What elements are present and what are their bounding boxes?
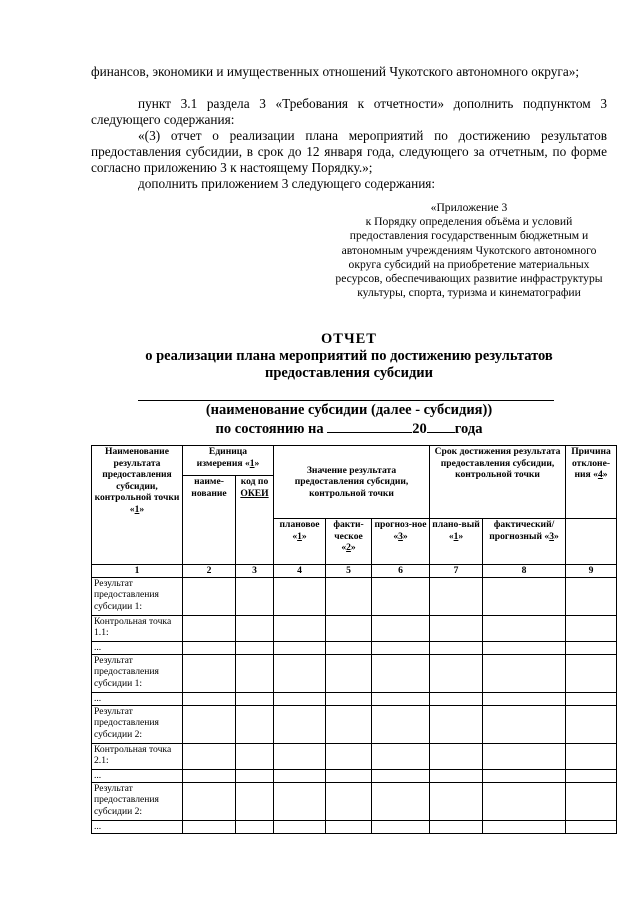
table-cell (183, 615, 236, 641)
table-cell (430, 743, 483, 769)
header-term-fact: фактический/ прогнозный «3» (483, 519, 566, 565)
header-unit-name: наиме-нование (183, 476, 236, 565)
table-cell (566, 577, 617, 615)
table-cell (183, 743, 236, 769)
table-cell (372, 705, 430, 743)
column-number: 3 (236, 565, 274, 578)
table-cell (483, 705, 566, 743)
table-cell (274, 705, 326, 743)
table-cell (236, 820, 274, 833)
table-cell (326, 654, 372, 692)
report-table (91, 445, 617, 834)
column-number: 8 (483, 565, 566, 578)
row-label: Результат предоставления субсидии 1: (92, 577, 183, 615)
table-cell (566, 769, 617, 782)
table-cell (566, 705, 617, 743)
table-cell (566, 692, 617, 705)
table-cell (326, 705, 372, 743)
table-cell (483, 743, 566, 769)
table-cell (566, 820, 617, 833)
table-cell (566, 615, 617, 641)
table-cell (326, 820, 372, 833)
report-date-line (91, 419, 607, 438)
table-cell (372, 577, 430, 615)
table-row (92, 743, 617, 769)
table-cell (372, 641, 430, 654)
paragraph-4: дополнить приложением 3 следующего содержания: (138, 176, 436, 191)
table-cell (326, 692, 372, 705)
table-cell (236, 743, 274, 769)
table-cell (372, 769, 430, 782)
report-title: ОТЧЕТ (321, 331, 377, 347)
table-row (92, 782, 617, 820)
table-cell (483, 641, 566, 654)
table-cell (483, 577, 566, 615)
date-year: 20 (412, 421, 427, 437)
row-label: ... (92, 820, 183, 833)
table-cell (430, 641, 483, 654)
header-reason: Причина отклоне-ния «4» (566, 446, 617, 519)
row-label: ... (92, 769, 183, 782)
row-label: Результат предоставления субсидии 2: (92, 782, 183, 820)
date-prefix: по состоянию на (215, 421, 324, 437)
paragraph-1: финансов, экономики и имущественных отношений Чукотского автономного округа»; (91, 64, 580, 79)
table-cell (372, 743, 430, 769)
table-cell (372, 615, 430, 641)
table-cell (372, 692, 430, 705)
table-cell (372, 820, 430, 833)
table-cell (236, 705, 274, 743)
table-cell (274, 769, 326, 782)
table-cell (183, 820, 236, 833)
row-label: Результат предоставления субсидии 1: (92, 654, 183, 692)
header-term-plan: плано-вый «1» (430, 519, 483, 565)
table-row (92, 654, 617, 692)
table-cell (430, 782, 483, 820)
table-cell (566, 654, 617, 692)
table-cell (430, 705, 483, 743)
paragraph-3: «(3) отчет о реализации плана мероприятий по достижению результатов предоставления субсидии, в срок до 12 января года, следующего за отчетным, по форме согласно приложению 3 к настоящему Порядку.»; (91, 128, 607, 175)
table-cell (236, 615, 274, 641)
table-cell (326, 743, 372, 769)
table-body (92, 577, 617, 833)
header-unit: Единица измерения «1» (183, 446, 274, 476)
table-cell (483, 654, 566, 692)
table-cell (326, 577, 372, 615)
column-number: 7 (430, 565, 483, 578)
table-cell (483, 615, 566, 641)
row-label: ... (92, 641, 183, 654)
table-cell (326, 615, 372, 641)
column-number: 1 (92, 565, 183, 578)
column-number: 4 (274, 565, 326, 578)
table-cell (183, 654, 236, 692)
table-cell (236, 654, 274, 692)
table-cell (326, 782, 372, 820)
header-result-name: Наименование результата предоставления субсидии, контрольной точки «1» (92, 446, 183, 565)
table-cell (274, 743, 326, 769)
row-label: Контрольная точка 2.1: (92, 743, 183, 769)
table-cell (274, 782, 326, 820)
table-cell (183, 705, 236, 743)
appendix-line-1: «Приложение 3 (430, 201, 508, 214)
header-value: Значение результата предоставления субсидии, контрольной точки (274, 446, 430, 519)
table-cell (274, 692, 326, 705)
table-cell (372, 782, 430, 820)
table-cell (183, 577, 236, 615)
table-cell (326, 769, 372, 782)
table-cell (430, 692, 483, 705)
table-cell (566, 641, 617, 654)
row-label: ... (92, 692, 183, 705)
table-cell (430, 577, 483, 615)
table-cell (236, 641, 274, 654)
table-cell (483, 692, 566, 705)
table-row (92, 577, 617, 615)
column-number: 5 (326, 565, 372, 578)
table-cell (236, 692, 274, 705)
report-caption-block (91, 402, 607, 438)
table-cell (566, 782, 617, 820)
report-title-block (91, 331, 607, 382)
row-label: Контрольная точка 1.1: (92, 615, 183, 641)
header-value-plan: плановое «1» (274, 519, 326, 565)
table-cell (430, 615, 483, 641)
table-cell (483, 782, 566, 820)
table-cell (372, 654, 430, 692)
header-unit-code: код по ОКЕИ (236, 476, 274, 565)
table-cell (274, 820, 326, 833)
header-value-fact: факти-ческое «2» (326, 519, 372, 565)
table-cell (274, 654, 326, 692)
date-suffix: года (454, 421, 483, 437)
table-row (92, 769, 617, 782)
column-number-row (92, 565, 617, 578)
table-row (92, 692, 617, 705)
table-cell (183, 782, 236, 820)
table-row (92, 705, 617, 743)
table-cell (326, 641, 372, 654)
appendix-heading (330, 201, 608, 300)
date-year-blank (427, 419, 455, 433)
header-reason-sub (566, 519, 617, 565)
table-cell (566, 743, 617, 769)
appendix-line-2: к Порядку определения объёма и условий предоставления государственным бюджетным и автономным учреждениям Чукотского автономного округа субсидий на приобретение материальных ресурсов, обеспечивающих развитие инфраструктуры культуры, спорта, туризма и кинематографии (335, 215, 603, 300)
header-term: Срок достижения результата предоставления субсидии, контрольной точки (430, 446, 566, 519)
header-value-forecast: прогноз-ное «3» (372, 519, 430, 565)
table-cell (183, 769, 236, 782)
table-cell (430, 654, 483, 692)
table-row (92, 615, 617, 641)
table-cell (183, 641, 236, 654)
table-cell (236, 782, 274, 820)
table-cell (274, 615, 326, 641)
table-row (92, 820, 617, 833)
column-number: 6 (372, 565, 430, 578)
table-row (92, 641, 617, 654)
table-cell (430, 820, 483, 833)
table-cell (274, 641, 326, 654)
table-cell (483, 820, 566, 833)
row-label: Результат предоставления субсидии 2: (92, 705, 183, 743)
table-cell (483, 769, 566, 782)
date-day-blank (327, 419, 412, 433)
table-cell (183, 692, 236, 705)
report-subtitle: о реализации плана мероприятий по достижению результатов предоставления субсидии (145, 348, 553, 381)
paragraph-2: пункт 3.1 раздела 3 «Требования к отчетности» дополнить подпунктом 3 следующего содержания: (91, 96, 607, 127)
subsidy-name-line (138, 400, 554, 401)
subsidy-name-caption: (наименование субсидии (далее - субсидия)) (205, 402, 493, 418)
column-number: 2 (183, 565, 236, 578)
table-cell (236, 769, 274, 782)
table-cell (430, 769, 483, 782)
column-number: 9 (566, 565, 617, 578)
table-cell (236, 577, 274, 615)
table-cell (274, 577, 326, 615)
